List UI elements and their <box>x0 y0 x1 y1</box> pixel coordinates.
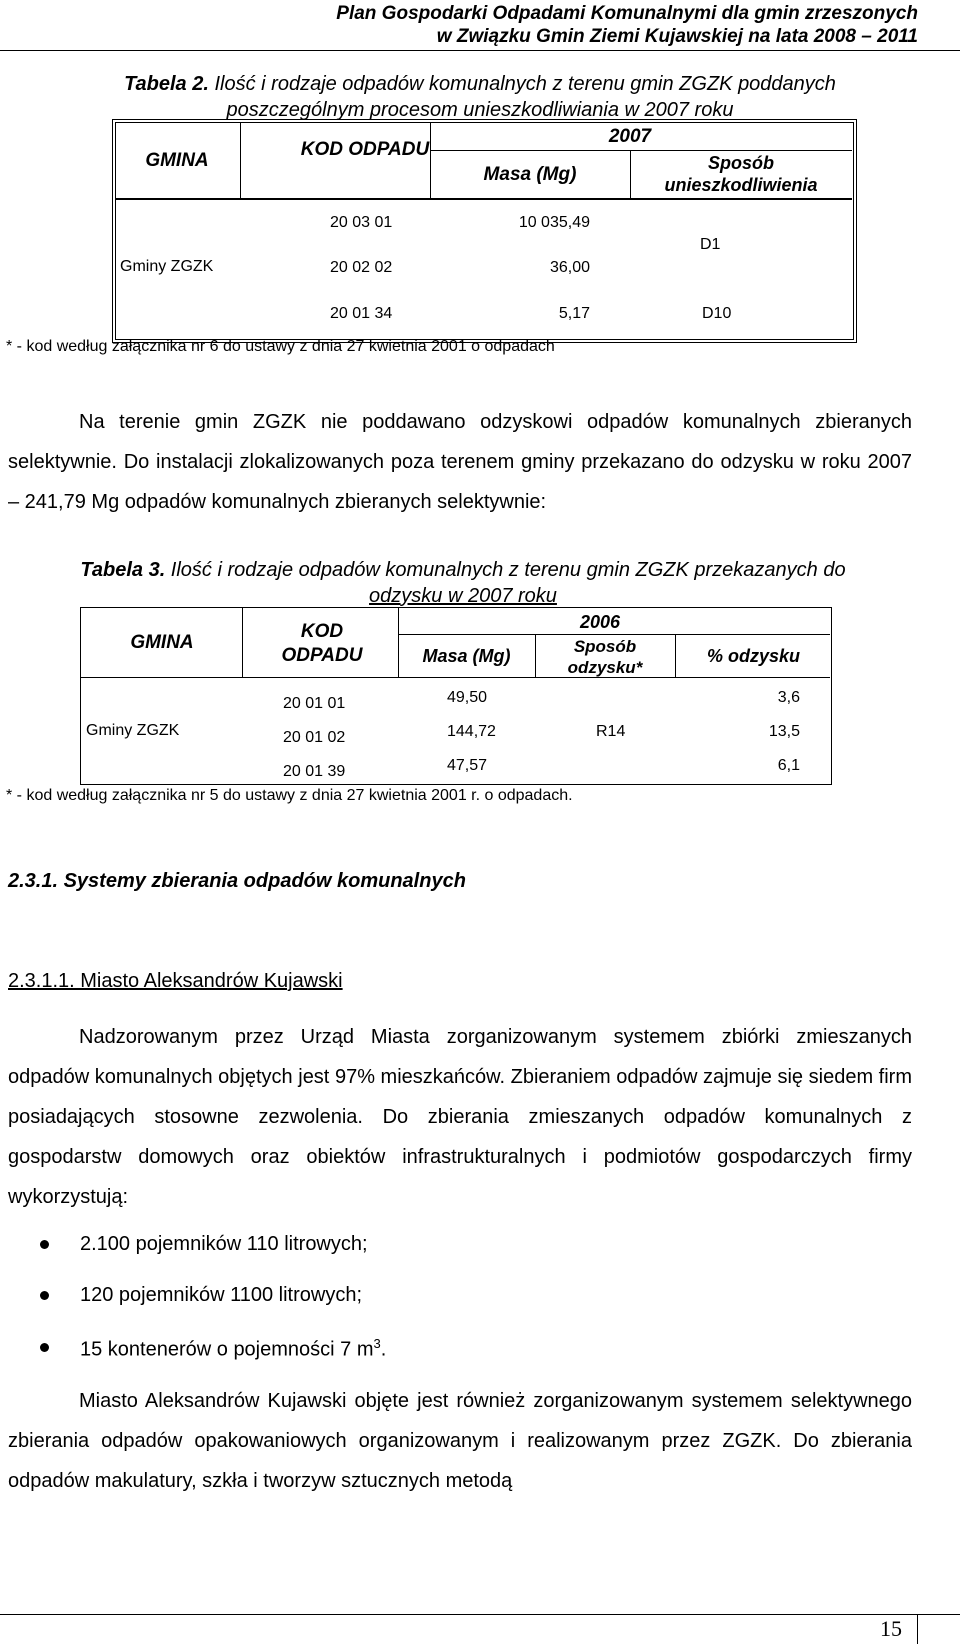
bullet-item-3 <box>40 1336 900 1359</box>
table3-row1-proc: 3,6 <box>777 689 800 706</box>
table3-sposob: R14 <box>596 723 626 740</box>
running-header-line2: w Związku Gmin Ziemi Kujawskiej na lata 2008 – 2011 <box>436 26 918 47</box>
table2-vline1 <box>240 122 241 198</box>
bullet-text-3-sup: 3 <box>373 1336 381 1351</box>
table3-header-masa: Masa (Mg) <box>422 646 511 666</box>
bullet-text-2: 120 pojemników 1100 litrowych; <box>80 1284 363 1306</box>
table2-row2-kod: 20 02 02 <box>330 259 393 276</box>
table3-row1-kod: 20 01 01 <box>283 695 346 712</box>
bullet-text-1: 2.100 pojemników 110 litrowych; <box>80 1233 368 1255</box>
table3-gmina: Gminy ZGZK <box>86 722 180 739</box>
table2-header-masa: Masa (Mg) <box>483 164 577 185</box>
table2-header-gmina: GMINA <box>145 150 209 171</box>
table3-header-rule <box>80 677 830 678</box>
table2-row1-kod: 20 03 01 <box>330 214 393 231</box>
table3-row2-kod: 20 01 02 <box>283 729 346 746</box>
table3-header-proc: % odzysku <box>706 646 801 666</box>
table3-vline1 <box>242 607 243 677</box>
table3-vline3 <box>535 634 536 677</box>
footer-page-box <box>917 1614 918 1644</box>
table2-caption <box>40 72 920 96</box>
table2-gmina: Gminy ZGZK <box>120 258 214 275</box>
table2-header-kod: KOD ODPADU <box>300 139 430 160</box>
table2-header-year: 2007 <box>608 126 652 147</box>
footer-rule <box>0 1614 960 1615</box>
table3-vline4 <box>675 634 676 677</box>
paragraph-selektywna: Miasto Aleksandrów Kujawski objęte jest również zorganizowanym systemem selektywnego zbierania odpadów opakowaniowych organizowanym i realizowanym przez ZGZK. Do zbierania odpadów makulatury, szkła i tworzyw sztucznych metodą <box>8 1390 912 1492</box>
table3-header-sposob: Sposób odzysku* <box>567 637 643 677</box>
page-number: 15 <box>880 1616 902 1641</box>
table2-header-rule <box>115 198 852 200</box>
table2-header-sposob: Sposób unieszkodliwienia <box>664 153 818 195</box>
table2-row3-kod: 20 01 34 <box>330 305 393 322</box>
section-heading: 2.3.1. Systemy zbierania odpadów komunalnych <box>8 870 466 892</box>
header-rule <box>0 50 960 51</box>
table3-label: Tabela 3. <box>80 559 166 581</box>
bullet-item-1 <box>40 1233 900 1256</box>
table3-row3-proc: 6,1 <box>777 757 800 774</box>
table2-year-rule <box>430 150 852 151</box>
table2-footnote: * - kod według załącznika nr 6 do ustawy z dnia 27 kwietnia 2001 o odpadach <box>6 338 555 355</box>
table2-row3-masa: 5,17 <box>558 305 590 322</box>
table2-sposob-d10: D10 <box>702 305 732 322</box>
table2-caption-line1: Ilość i rodzaje odpadów komunalnych z terenu gmin ZGZK poddanych <box>208 73 836 95</box>
bullet-text-3-main: 15 kontenerów o pojemności 7 m <box>80 1338 374 1361</box>
bullet-text-3 <box>80 1336 386 1362</box>
bullet-dot <box>40 1343 49 1352</box>
table3-header-gmina: GMINA <box>130 632 194 653</box>
table3-row1-masa: 49,50 <box>447 689 488 706</box>
table2-row2-masa: 36,00 <box>549 259 590 276</box>
bullet-dot <box>40 1240 49 1249</box>
table3-caption <box>28 558 898 582</box>
bullet-item-2 <box>40 1284 900 1307</box>
table3-caption-line1: Ilość i rodzaje odpadów komunalnych z terenu gmin ZGZK przekazanych do <box>165 559 846 581</box>
table3-header-year: 2006 <box>579 612 621 632</box>
bullet-text-3-end: . <box>380 1338 387 1361</box>
table3-year-rule <box>398 634 830 635</box>
table2-caption-line2: poszczególnym procesom unieszkodliwiania w 2007 roku <box>226 99 734 121</box>
table3-row2-masa: 144,72 <box>447 723 496 740</box>
table2-sposob-d1: D1 <box>700 236 721 253</box>
table3-header-kod: KOD ODPADU <box>281 621 363 666</box>
table3-caption-line2 <box>28 584 898 608</box>
paragraph-system-zbiorki: Nadzorowanym przez Urząd Miasta zorganizowanym systemem zbiórki zmieszanych odpadów komunalnych objętych jest 97% mieszkańców. Zbieraniem odpadów zajmuje się siedem firm posiadających stosowne zezwolenia. Do zbierania zmieszanych odpadów komunalnych z gospodarstw domowych oraz obiektów infrastrukturalnych i podmiotów gospodarczych firmy wykorzystują: <box>8 1026 912 1208</box>
table2-label: Tabela 2. <box>124 73 209 95</box>
paragraph-odzysk: Na terenie gmin ZGZK nie poddawano odzyskowi odpadów komunalnych zbieranych selektywnie. Do instalacji zlokalizowanych poza terenem gminy przekazano do odzysku w roku 2007 – 241,79 Mg odpadów komunalnych zbieranych selektywnie: <box>8 411 912 513</box>
table3-footnote: * - kod według załącznika nr 5 do ustawy z dnia 27 kwietnia 2001 r. o odpadach. <box>6 787 573 804</box>
table3-caption-line2-text: odzysku w 2007 roku <box>369 585 557 607</box>
table3-row3-masa: 47,57 <box>447 757 488 774</box>
running-header-line1: Plan Gospodarki Odpadami Komunalnymi dla gmin zrzeszonych <box>336 3 918 24</box>
table2-row1-masa: 10 035,49 <box>518 214 590 231</box>
table3-row3-kod: 20 01 39 <box>283 763 346 780</box>
table2-vline3 <box>630 150 631 198</box>
table2-vline2 <box>430 122 431 198</box>
table3-row2-proc: 13,5 <box>768 723 800 740</box>
bullet-dot <box>40 1291 49 1300</box>
subsection-heading: 2.3.1.1. Miasto Aleksandrów Kujawski <box>8 970 343 992</box>
